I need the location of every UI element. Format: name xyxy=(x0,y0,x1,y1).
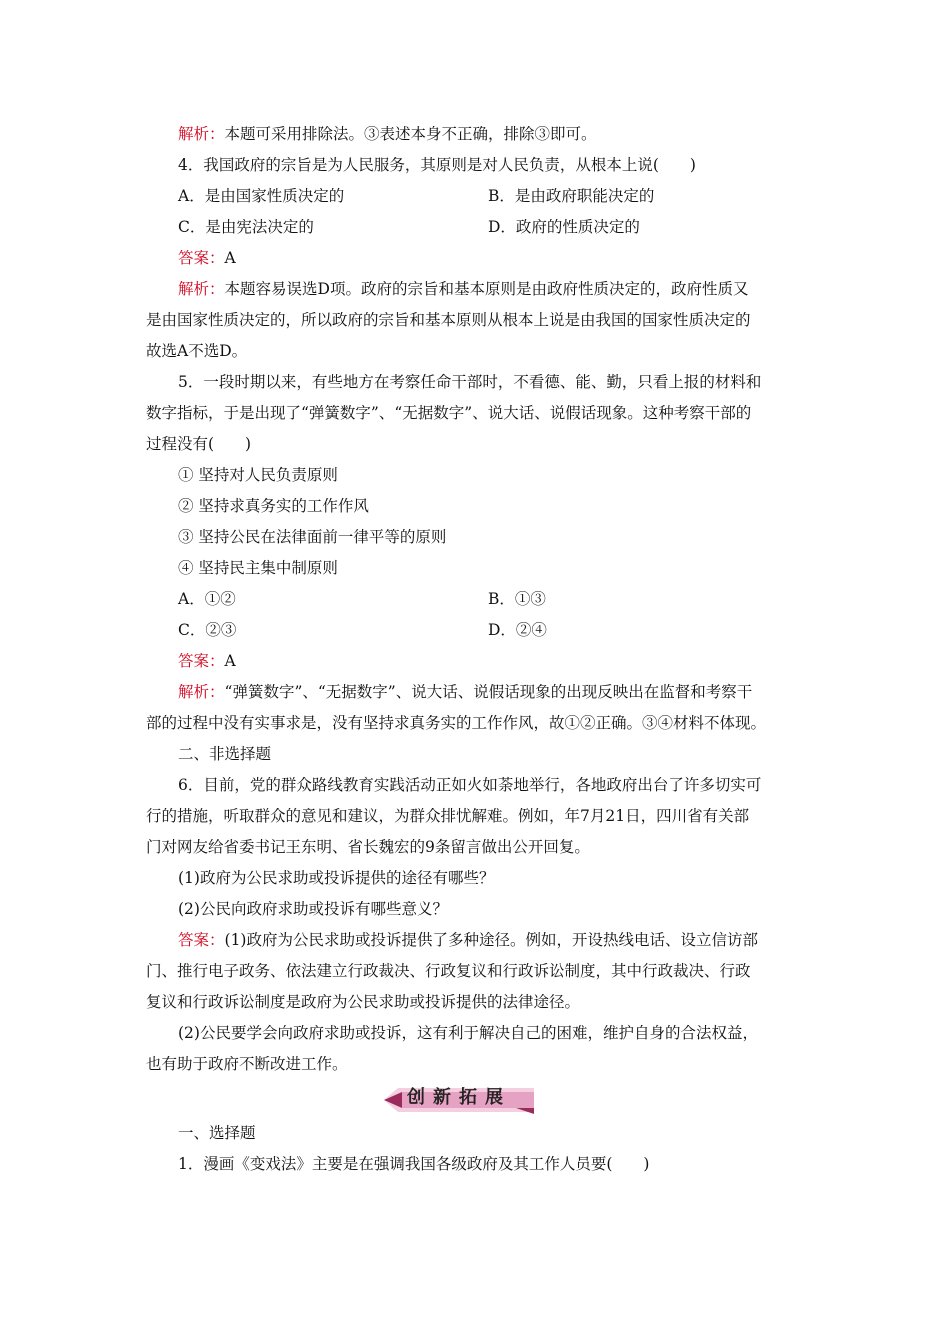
option-b: B．①③ xyxy=(488,590,546,608)
q4-options-row-1 xyxy=(178,186,344,206)
section-title-non-choice: 二、非选择题 xyxy=(178,745,272,763)
analysis-label: 解析： xyxy=(178,125,225,143)
analysis-text: 本题可采用排除法。③表述本身不正确，排除③即可。 xyxy=(224,125,597,143)
analysis-text: “弹簧数字”、“无据数字”、说大话、说假话现象的出现反映出在监督和考察干 xyxy=(224,683,753,701)
section-title-choice: 一、选择题 xyxy=(178,1124,256,1142)
option-a: A．是由国家性质决定的 xyxy=(178,187,345,205)
q4-analysis-line-1 xyxy=(178,279,748,299)
analysis-text: 本题容易误选D项。政府的宗旨和基本原则是由政府性质决定的，政府性质又 xyxy=(224,280,749,298)
q4-answer xyxy=(178,248,236,268)
q5-stem-line-3: 过程没有( ) xyxy=(146,435,252,453)
q6-sub-question-1: (1)政府为公民求助或投诉提供的途径有哪些？ xyxy=(178,869,495,887)
q4-stem: 4．我国政府的宗旨是为人民服务，其原则是对人民负责，从根本上说( ) xyxy=(178,156,696,174)
answer-text: (1)政府为公民求助或投诉提供了多种途径。例如，开设热线电话、设立信访部 xyxy=(224,931,758,949)
option-d: D．②④ xyxy=(488,621,547,639)
answer-value: A xyxy=(224,652,236,670)
q5-item-3: ③ 坚持公民在法律面前一律平等的原则 xyxy=(178,528,447,546)
q3-analysis xyxy=(178,124,597,144)
q5-item-1: ① 坚持对人民负责原则 xyxy=(178,466,338,484)
q5-item-4: ④ 坚持民主集中制原则 xyxy=(178,559,338,577)
q6-answer-line-5: 也有助于政府不断改进工作。 xyxy=(146,1055,348,1073)
q6-answer-line-3: 复议和行政诉讼制度是政府为公民求助或投诉提供的法律途径。 xyxy=(146,993,581,1011)
q1-stem: 1．漫画《变戏法》主要是在强调我国各级政府及其工作人员要( ) xyxy=(178,1155,650,1173)
answer-value: A xyxy=(224,249,236,267)
q6-stem-line-2: 行的措施，听取群众的意见和建议，为群众排忧解难。例如，年7月21日，四川省有关部 xyxy=(146,807,750,825)
q5-answer xyxy=(178,651,236,671)
q5-stem-line-1: 5．一段时期以来，有些地方在考察任命干部时，不看德、能、勤，只看上报的材料和 xyxy=(178,373,762,391)
q6-sub-question-2: (2)公民向政府求助或投诉有哪些意义？ xyxy=(178,900,448,918)
option-a: A．①② xyxy=(178,590,236,608)
analysis-label: 解析： xyxy=(178,280,225,298)
q4-analysis-line-2: 是由国家性质决定的，所以政府的宗旨和基本原则从根本上说是由我国的国家性质决定的 xyxy=(146,311,751,329)
q6-answer-line-2: 门、推行电子政务、依法建立行政裁决、行政复议和行政诉讼制度，其中行政裁决、行政 xyxy=(146,962,751,980)
analysis-label: 解析： xyxy=(178,683,225,701)
section-banner xyxy=(384,1078,534,1118)
q6-stem-line-3: 门对网友给省委书记王东明、省长魏宏的9条留言做出公开回复。 xyxy=(146,838,590,856)
q4-analysis-line-3: 故选A不选D。 xyxy=(146,342,248,360)
answer-label: 答案： xyxy=(178,931,225,949)
answer-label: 答案： xyxy=(178,652,225,670)
q6-stem-line-1: 6．目前，党的群众路线教育实践活动正如火如荼地举行，各地政府出台了许多切实可 xyxy=(178,776,762,794)
banner-title: 创新拓展 xyxy=(407,1087,511,1108)
option-d: D．政府的性质决定的 xyxy=(488,218,640,236)
option-b: B．是由政府职能决定的 xyxy=(488,187,655,205)
option-c: C．是由宪法决定的 xyxy=(178,218,314,236)
q5-analysis-line-1 xyxy=(178,682,752,702)
q5-item-2: ② 坚持求真务实的工作作风 xyxy=(178,497,369,515)
option-c: C．②③ xyxy=(178,621,237,639)
answer-label: 答案： xyxy=(178,249,225,267)
q5-analysis-line-2: 部的过程中没有实事求是，没有坚持求真务实的工作作风，故①②正确。③④材料不体现。 xyxy=(146,714,767,732)
q6-answer-line-4: (2)公民要学会向政府求助或投诉，这有利于解决自己的困难，维护自身的合法权益， xyxy=(178,1024,758,1042)
q6-answer-line-1 xyxy=(178,930,758,950)
q5-stem-line-2: 数字指标，于是出现了“弹簧数字”、“无据数字”、说大话、说假话现象。这种考察干部的 xyxy=(146,404,752,422)
